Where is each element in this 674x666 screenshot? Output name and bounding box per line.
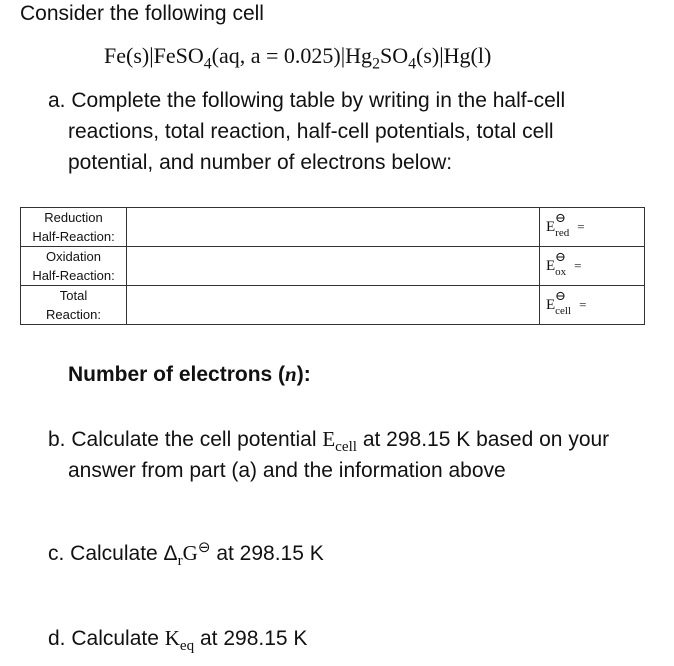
part-b-prompt	[48, 424, 609, 486]
table-row-total	[21, 286, 645, 325]
part-b-line1: b. Calculate the cell potential $E_{cell}$ at 298.15 K based on your	[48, 427, 610, 456]
total-reaction-cell[interactable]	[127, 286, 540, 325]
intro-text: Consider the following cell	[20, 2, 264, 25]
part-c-prompt: c. Calculate $\Delta_rG^⊖$ at 298.15 K	[48, 539, 324, 570]
reaction-table	[20, 207, 645, 325]
table-row-reduction	[21, 208, 645, 247]
table-row-oxidation	[21, 247, 645, 286]
part-a-line3: potential, and number of electrons below:	[68, 151, 453, 174]
e-ox-cell[interactable]: E ⊖ $_{ox}$ =	[540, 247, 645, 286]
part-a-prompt	[48, 85, 638, 178]
cell-notation: Fe(s)|FeSO$_4$(aq, $a = 0.025)|Hg_2SO_4(s)|Hg(l)$	[104, 43, 492, 73]
row-label: Reduction Half-Reaction:	[21, 208, 127, 247]
reduction-reaction-cell[interactable]	[127, 208, 540, 247]
row-label: Total Reaction:	[21, 286, 127, 325]
row-label: Oxidation Half-Reaction:	[21, 247, 127, 286]
number-of-electrons-label: Number of electrons (n):	[68, 362, 311, 386]
part-a-line2: reactions, total reaction, half-cell potentials, total cell	[68, 120, 554, 143]
part-a-line1: a. Complete the following table by writing in the half-cell	[48, 89, 566, 112]
e-cell-cell[interactable]: E ⊖ $_{cell}$ =	[540, 286, 645, 325]
e-red-cell[interactable]: E ⊖ $_{red}$ =	[540, 208, 645, 247]
part-d-prompt: d. Calculate $K_{eq}$ at 298.15 K	[48, 626, 308, 655]
oxidation-reaction-cell[interactable]	[127, 247, 540, 286]
part-b-line2: answer from part (a) and the information above	[68, 459, 506, 482]
